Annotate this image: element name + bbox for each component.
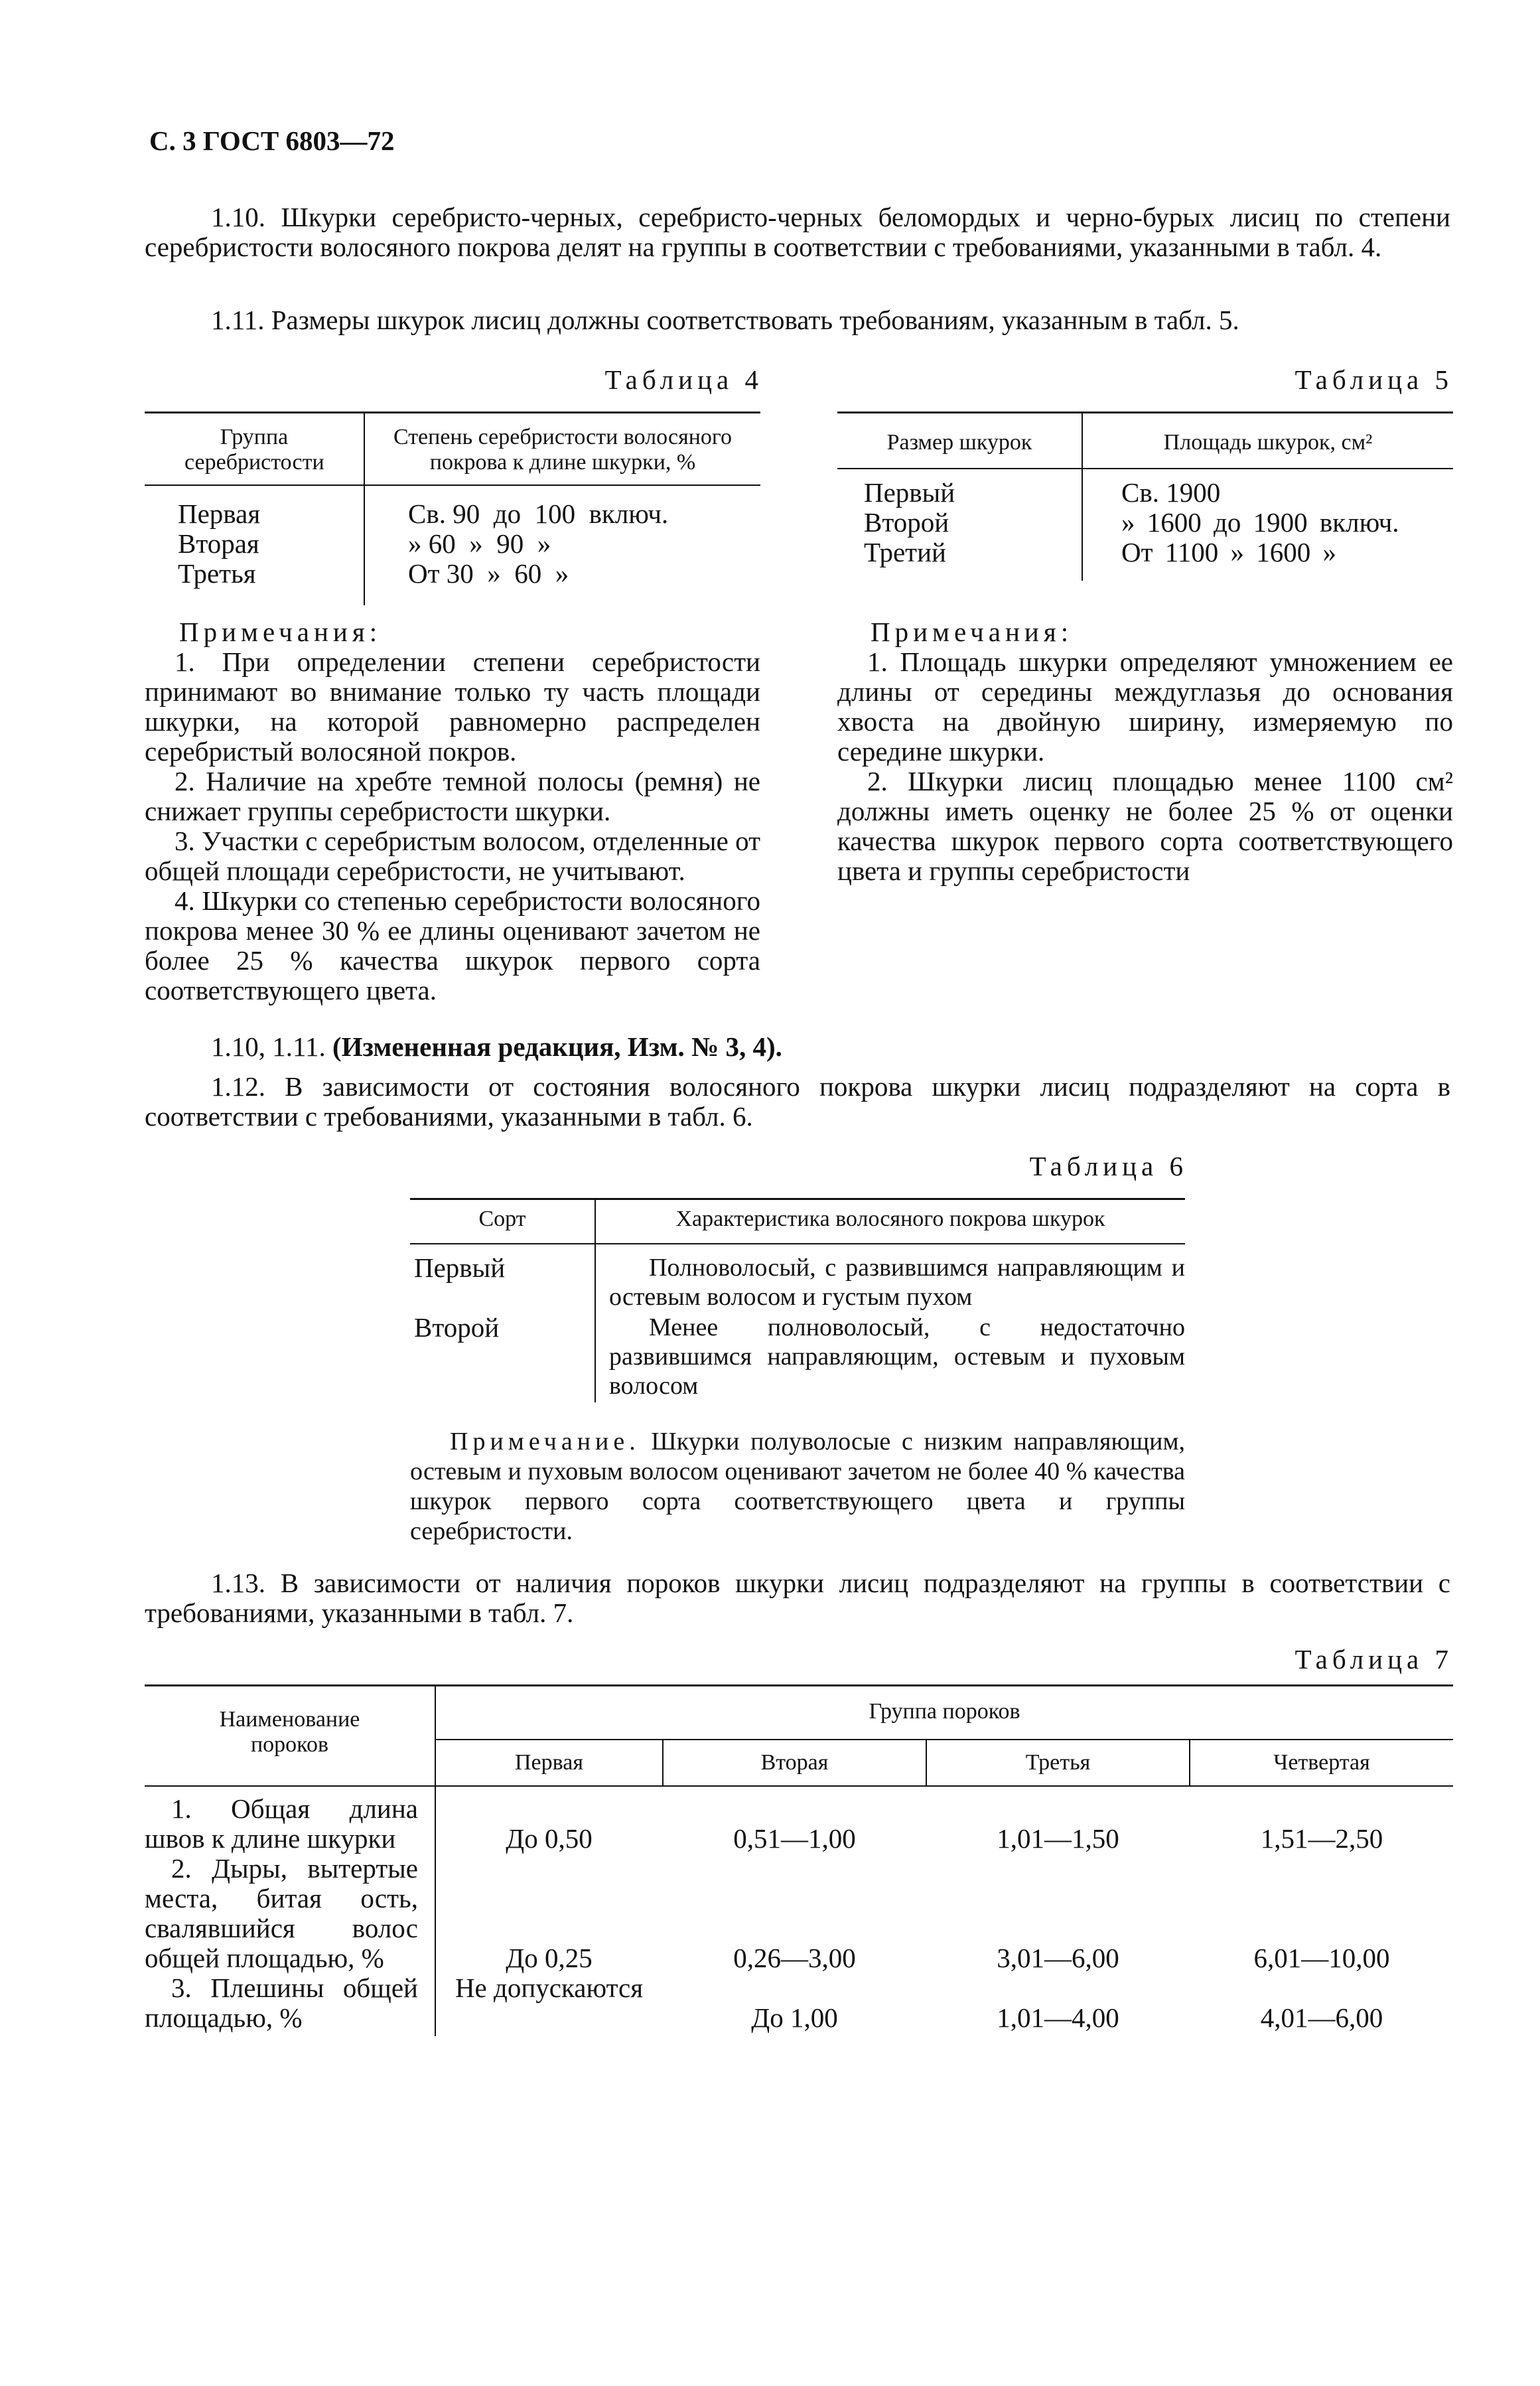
table7-row1-v2: 0,51—1,00 <box>733 1823 856 1854</box>
amendment-note <box>211 1032 782 1062</box>
table7-row3-v1: Не допускаются <box>455 1973 644 2003</box>
amendment-prefix: 1.10, 1.11. <box>211 1031 332 1062</box>
table5-size-2: Второй <box>864 507 949 538</box>
table7-row2-v2: 0,26—3,00 <box>733 1943 856 1973</box>
table7-row2-v4: 6,01—10,00 <box>1253 1943 1390 1973</box>
table5-header-size: Размер шкурок <box>886 430 1032 455</box>
amendment-bold: (Измененная редакция, Изм. № 3, 4). <box>332 1031 782 1062</box>
table4-header-degree: Степень серебристости волосяного покрова к длине шкурки, % <box>393 425 733 475</box>
table4-top-rule <box>145 411 760 413</box>
table6-note <box>410 1427 1185 1546</box>
table4-note-1: 1. При определении степени серебристости принимают во внимание только ту часть площади шкурки, на которой равномерно распределен серебристый волосяной покров. <box>145 646 760 767</box>
table7-row1-name: 1. Общая длина швов к длине шкурки <box>145 1793 418 1854</box>
table7-row3-v3: 1,01—4,00 <box>997 2002 1119 2033</box>
table4-note-3: 3. Участки с серебристым волосом, отделенные от общей площади серебристости, не учитывают. <box>145 826 760 886</box>
table7-row3-name: 3. Плешины общей площадью, % <box>145 1973 418 2033</box>
table4-group-2: Вторая <box>178 528 259 559</box>
table7-row1-v3: 1,01—1,50 <box>997 1823 1119 1854</box>
table7-row2-name: 2. Дыры, вытертые места, битая ость, свалявшийся волос общей площадью, % <box>145 1853 418 1973</box>
table5-top-rule <box>837 411 1453 413</box>
table5-caption: Таблица 5 <box>1295 364 1453 395</box>
table5-header-area: Площадь шкурок, см² <box>1163 430 1373 455</box>
table4-caption: Таблица 4 <box>604 364 763 395</box>
table5-value-1: Св. 1900 <box>1121 477 1221 508</box>
table7-caption: Таблица 7 <box>1295 1644 1453 1675</box>
table7-row3-v2: До 1,00 <box>751 2002 838 2033</box>
table7-row2-v3: 3,01—6,00 <box>997 1943 1119 1973</box>
table7-col-first: Первая <box>515 1750 583 1775</box>
table6-sort-2: Второй <box>414 1312 500 1343</box>
table7-top-rule <box>145 1684 1453 1686</box>
table4-value-1: Св. 90 до 100 включ. <box>408 498 669 529</box>
table7-row1-v1: До 0,50 <box>506 1823 593 1854</box>
paragraph-1-13: 1.13. В зависимости от наличия пороков шкурки лисиц подразделяют на группы в соответствии с требованиями, указанными в табл. 7. <box>145 1568 1450 1628</box>
table6-header-sort: Сорт <box>478 1207 526 1231</box>
paragraph-1-11: 1.11. Размеры шкурок лисиц должны соответствовать требованиям, указанным в табл. 5. <box>211 305 1239 335</box>
table7-header-rule <box>145 1785 1453 1787</box>
table5-size-3: Третий <box>864 537 946 567</box>
table6-note-title: Примечание. <box>450 1428 640 1455</box>
table4-value-2: » 60 » 90 » <box>408 528 551 559</box>
table6-header-desc: Характеристика волосяного покрова шкурок <box>675 1207 1105 1231</box>
table6-caption: Таблица 6 <box>1029 1151 1188 1181</box>
table4-notes <box>145 647 760 1006</box>
table5-value-2: » 1600 до 1900 включ. <box>1121 507 1399 538</box>
table6-desc-2: Менее полноволосый, с недостаточно развившимся направляющим, остевым и пуховым волосом <box>609 1313 1185 1400</box>
table7-col-fourth: Четвертая <box>1273 1750 1370 1775</box>
table4-header-rule <box>145 485 760 486</box>
table6-sort-1: Первый <box>414 1252 506 1283</box>
table7-row1-v4: 1,51—2,50 <box>1260 1823 1383 1854</box>
paragraph-1-10: 1.10. Шкурки серебристо-черных, серебристо-черных беломордых и черно-бурых лисиц по степени серебристости волосяного покрова делят на группы в соответствии с требованиями, указанными в табл. 4. <box>145 202 1450 262</box>
table4-note-2: 2. Наличие на хребте темной полосы (ремня) не снижает группы серебристости шкурки. <box>145 766 760 826</box>
table7-header-name: Наименование пороков <box>219 1707 360 1757</box>
table7-row2-v1: До 0,25 <box>506 1943 593 1973</box>
table5-value-3: От 1100 » 1600 » <box>1121 537 1337 567</box>
table5-size-1: Первый <box>864 477 955 508</box>
table6-header-rule <box>410 1243 1185 1244</box>
table5-notes <box>837 647 1453 886</box>
table6-note-text: Шкурки полуволосые с низким направляющим, остевым и пуховым волосом оценивают зачетом не более 40 % качества шкурок первого сорта соответствующего цвета и группы серебристости. <box>410 1428 1185 1545</box>
table7-row3-v4: 4,01—6,00 <box>1260 2002 1383 2033</box>
table4-group-1: Первая <box>178 498 261 529</box>
table5-note-2: 2. Шкурки лисиц площадью менее 1100 см² должны иметь оценку не более 25 % от оценки качества шкурок первого сорта соответствующего цвета и группы серебристости <box>837 766 1453 886</box>
table4-notes-title: Примечания: <box>179 617 382 647</box>
table4-group-3: Третья <box>178 558 256 589</box>
table7-col-third: Третья <box>1025 1750 1091 1775</box>
table6-desc-1: Полноволосый, с развившимся направляющим и остевым волосом и густым пухом <box>609 1254 1185 1311</box>
page-header: С. 3 ГОСТ 6803—72 <box>149 125 395 156</box>
table7-subheader-rule <box>436 1739 1453 1740</box>
paragraph-1-12: 1.12. В зависимости от состояния волосяного покрова шкурки лисиц подразделяют на сорта в соответствии с требованиями, указанными в табл. 6. <box>145 1071 1450 1132</box>
table4-note-4: 4. Шкурки со степенью серебристости волосяного покрова менее 30 % ее длины оценивают зачетом не более 25 % качества шкурок первого сорта соответствующего цвета. <box>145 885 760 1006</box>
table5-header-rule <box>837 468 1453 469</box>
table5-notes-title: Примечания: <box>871 617 1074 647</box>
table7-header-group: Группа пороков <box>869 1699 1020 1724</box>
table6-top-rule <box>410 1198 1185 1200</box>
table5-note-1: 1. Площадь шкурки определяют умножением ее длины от середины междуглазья до основания хвоста на двойную ширину, измеряемую по середине шкурки. <box>837 646 1453 767</box>
table7-col-second: Вторая <box>760 1750 829 1775</box>
table4-value-3: От 30 » 60 » <box>408 558 569 589</box>
table4-header-group: Группа серебристости <box>184 425 324 475</box>
